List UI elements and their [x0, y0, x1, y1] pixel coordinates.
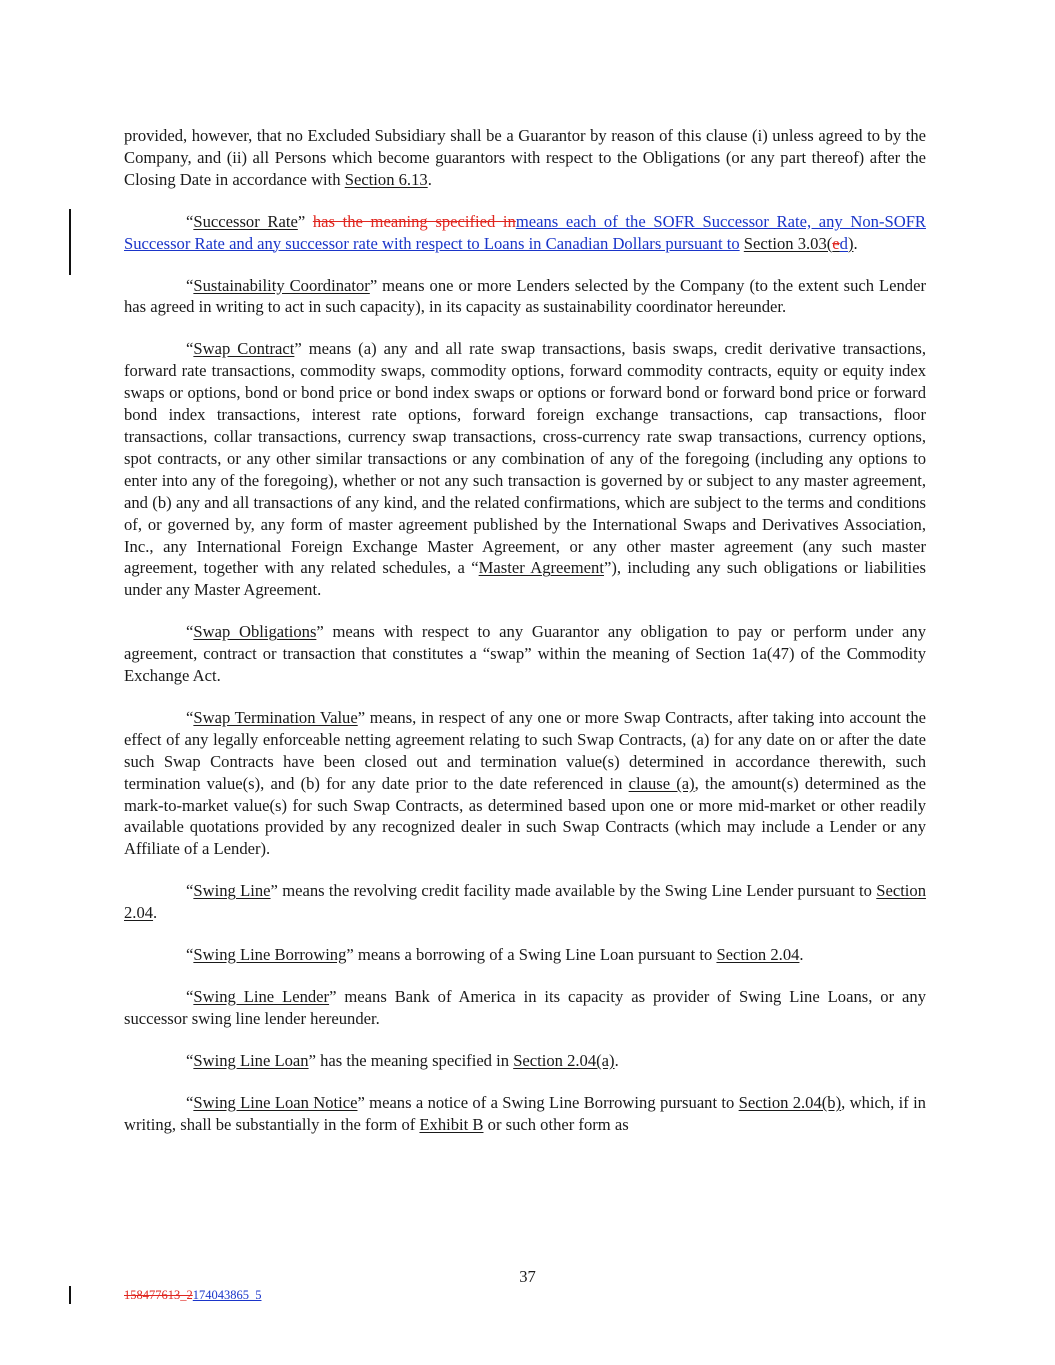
- definition-swing-line-borrowing: “Swing Line Borrowing” means a borrowing of a Swing Line Loan pursuant to Section 2.04.: [186, 945, 804, 965]
- document-page: [124, 125, 926, 1156]
- defined-term: Successor Rate: [193, 211, 298, 231]
- inserted-text: means each of the SOFR Successor Rate, any Non-SOFR Successor Rate and any successor rate with respect to Loans in Canadian Dollars pursuant to: [124, 211, 926, 253]
- section-link[interactable]: Section 2.04(b): [738, 1092, 842, 1112]
- document-id: [124, 1288, 262, 1303]
- defined-term: Swap Obligations: [193, 622, 317, 642]
- defined-term: Swing Line Borrowing: [193, 945, 347, 965]
- paragraph-guarantor-proviso: provided, however, that no Excluded Subsidiary shall be a Guarantor by reason of this clause (i) unless agreed to by the Company, and (ii) all Persons which become guarantors with respect to the Obligations (or any part thereof) after the Closing Date in accordance with Section 6.13.: [124, 126, 926, 189]
- defined-term: Swap Contract: [193, 339, 295, 359]
- section-link[interactable]: Section 6.13: [344, 169, 428, 189]
- definition-swap-obligations: “Swap Obligations” means with respect to any Guarantor any obligation to pay or perform under any agreement, contract or transaction that constitutes a “swap” within the meaning of Section 1a(47) of the Commodity Exchange Act.: [124, 622, 926, 686]
- document-id-deleted: 158477613_2: [124, 1288, 193, 1302]
- definition-swing-line: “Swing Line” means the revolving credit facility made available by the Swing Line Lender pursuant to Section 2.04.: [124, 881, 927, 923]
- definition-swing-line-loan-notice: “Swing Line Loan Notice” means a notice of a Swing Line Borrowing pursuant to Section 2.04(b), which, if in writing, shall be substantially in the form of Exhibit B or such other form as: [124, 1092, 926, 1134]
- section-link[interactable]: Section 2.04(a): [513, 1050, 615, 1070]
- exhibit-link[interactable]: Exhibit B: [419, 1114, 484, 1134]
- deleted-char: e: [832, 233, 840, 253]
- document-id-inserted: 174043865_5: [192, 1288, 262, 1302]
- definition-sustainability-coordinator: “Sustainability Coordinator” means one or more Lenders selected by the Company (to the extent such Lender has agreed in writing to act in such capacity), in its capacity as sustainability coordinator hereunder.: [124, 275, 926, 317]
- definition-swap-contract: “Swap Contract” means (a) any and all rate swap transactions, basis swaps, credit derivative transactions, forward rate transactions, commodity swaps, commodity options, forward commodity contracts, equity or equity index swaps or options, bond or bond price or bond index swaps or options or forward bond or forward bond price or forward bond index transactions, interest rate options, forward foreign exchange transactions, cap transactions, floor transactions, collar transactions, currency swap transactions, cross-currency rate swap transactions, currency options, spot contracts, or any other similar transactions or any combination of any of the foregoing (including any options to enter into any of the foregoing), whether or not any such transaction is governed by or subject to any master agreement, and (b) any and all transactions of any kind, and the related confirmations, which are subject to the terms and conditions of, or governed by, any form of master agreement published by the International Swaps and Derivatives Association, Inc., any International Foreign Exchange Master Agreement, or any other master agreement (any such master agreement, together with any related schedules, a “Master Agreement”), including any such obligations or liabilities under any Master Agreement.: [124, 339, 926, 600]
- definition-swap-termination-value: “Swap Termination Value” means, in respect of any one or more Swap Contracts, after taking into account the effect of any legally enforceable netting agreement relating to such Swap Contracts, (a) for any date on or after the date such Swap Contracts have been closed out and termination value(s) determined in accordance therewith, such termination value(s), and (b) for any date prior to the date referenced in clause (a), the amount(s) determined as the mark-to-market value(s) for such Swap Contracts, as determined based upon one or more mid-market or other readily available quotations provided by any recognized dealer in such Swap Contracts (which may include a Lender or any Affiliate of a Lender).: [124, 707, 926, 859]
- defined-term: Swing Line Loan: [193, 1050, 309, 1070]
- defined-term: Sustainability Coordinator: [193, 275, 370, 295]
- defined-term-inline: Master Agreement: [478, 558, 604, 578]
- section-link[interactable]: Section 2.04: [716, 945, 800, 965]
- defined-term: Swap Termination Value: [193, 707, 358, 727]
- section-link[interactable]: Section 2.04: [124, 881, 927, 923]
- defined-term: Swing Line Lender: [193, 987, 330, 1006]
- section-link[interactable]: Section 3.03(ed): [743, 233, 854, 253]
- page-number: 37: [519, 1267, 536, 1286]
- clause-link[interactable]: clause (a): [628, 773, 695, 793]
- definition-successor-rate: “Successor Rate” has the meaning specified inmeans each of the SOFR Successor Rate, any Non-SOFR Successor Rate and any successor rate with respect to Loans in Canadian Dollars pursuant to Section 3.03(ed).: [124, 211, 926, 253]
- defined-term: Swing Line: [193, 881, 271, 901]
- defined-term: Swing Line Loan Notice: [193, 1092, 358, 1112]
- definition-swing-line-lender: “Swing Line Lender” means Bank of America in its capacity as provider of Swing Line Loans, or any successor swing line lender hereunder.: [124, 987, 927, 1028]
- definition-swing-line-loan: “Swing Line Loan” has the meaning specified in Section 2.04(a).: [186, 1050, 619, 1070]
- inserted-char: d: [839, 233, 848, 253]
- deleted-text: has the meaning specified in: [312, 211, 516, 231]
- change-bar: [69, 209, 71, 275]
- change-bar-footer: [69, 1286, 71, 1304]
